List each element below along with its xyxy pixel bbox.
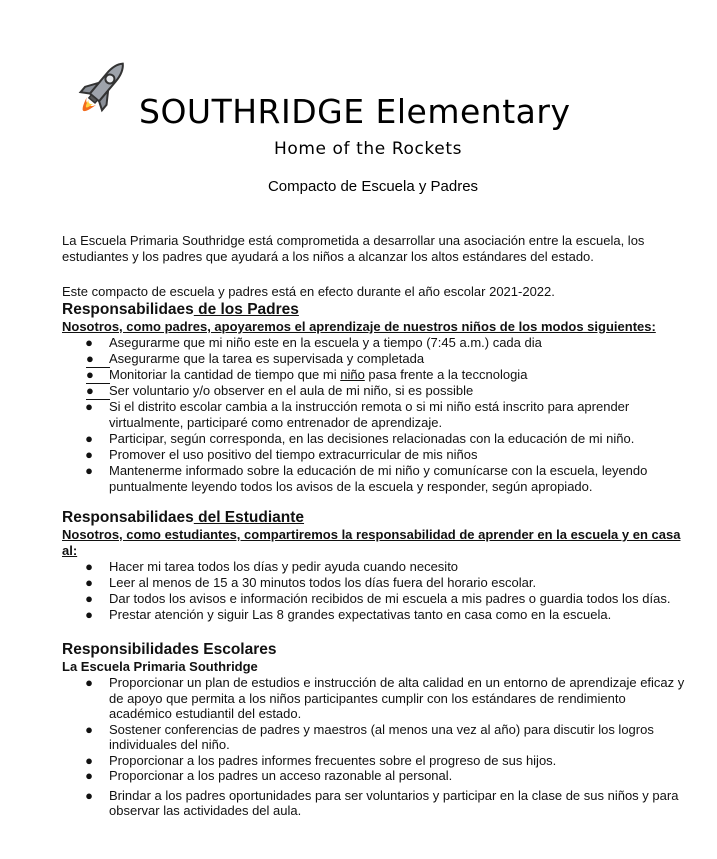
- bullet-icon: ●: [85, 447, 93, 462]
- list-item: ● Leer al menos de 15 a 30 minutos todos los días fuera del horario escolar.: [85, 575, 537, 590]
- list-item: ● Participar, según corresponda, en las decisiones relacionadas con la educación de mi niño.: [85, 431, 635, 446]
- parents-section: [62, 300, 687, 495]
- list-item: ● Promover el uso positivo del tiempo extracurricular de mis niños: [85, 447, 478, 462]
- student-section: [62, 508, 687, 623]
- bullet-icon: ●: [85, 399, 93, 414]
- bullet-icon: ●: [85, 559, 93, 574]
- bullet-icon: ●: [85, 721, 93, 737]
- list-item: ● Dar todos los avisos e información recibidos de mi escuela a mis padres o guardia todos los días.: [85, 591, 671, 606]
- document-title: Compacto de Escuela y Padres: [267, 178, 479, 195]
- bullet-icon: ●: [86, 351, 110, 368]
- list-item: ● Mantenerme informado sobre la educación de mi niño y comunícarse con la escuela, leyendo puntualmente leyendo todos los avisos de la escuela y responder, según apropiado.: [85, 463, 648, 494]
- list-item: ● Monitoriar la cantidad de tiempo que mi niño pasa frente a la teccnologia: [86, 367, 528, 382]
- bullet-icon: ●: [85, 675, 93, 690]
- school-heading: Responsibilidades Escolares: [62, 641, 277, 658]
- rocket-icon: [62, 55, 136, 129]
- parents-intro: Nosotros, como padres, apoyaremos el aprendizaje de nuestros niños de los modos siguientes:: [62, 319, 656, 334]
- student-heading: Responsabilidaes del Estudiante: [62, 509, 305, 526]
- list-item: ● Ser voluntario y/o observer en el aula de mi niño, si es possible: [86, 383, 474, 398]
- school-section: [62, 640, 687, 819]
- bullet-icon: ●: [85, 787, 93, 803]
- bullet-icon: ●: [85, 575, 93, 590]
- list-item: ● Asegurarme que la tarea es supervisada y completada: [86, 351, 425, 366]
- list-item: ● Sostener conferencias de padres y maestros (al menos una vez al año) para discutir los logros individuales del niño.: [85, 721, 654, 752]
- student-list: [62, 559, 687, 623]
- school-list: [62, 675, 687, 819]
- bullet-icon: ●: [85, 607, 93, 622]
- parents-list: [62, 335, 687, 495]
- list-item: ● Hacer mi tarea todos los días y pedir ayuda cuando necesito: [85, 559, 459, 574]
- bullet-icon: ●: [85, 431, 93, 446]
- list-item: ● Asegurarme que mi niño este en la escuela y a tiempo (7:45 a.m.) cada dia: [85, 335, 542, 350]
- student-intro: Nosotros, como estudiantes, compartiremos la responsabilidad de aprender en la escuela y en casa al:: [62, 527, 681, 558]
- list-item: ● Brindar a los padres oportunidades para ser voluntarios y participar en la clase de sus niños y para observar las actividades del aula.: [85, 787, 679, 818]
- list-item: ● Si el distrito escolar cambia a la instrucción remota o si mi niño está inscrito para aprender virtualmente, participaré como entrenador de aprendizaje.: [85, 399, 630, 430]
- school-intro: La Escuela Primaria Southridge: [62, 659, 258, 674]
- bullet-icon: ●: [85, 591, 93, 606]
- bullet-icon: ●: [85, 768, 93, 783]
- effective-year-text: Este compacto de escuela y padres está en efecto durante el año escolar 2021-2022.: [62, 284, 555, 299]
- parents-heading: Responsabilidaes de los Padres: [62, 301, 299, 318]
- list-item: ● Proporcionar a los padres informes frecuentes sobre el progreso de sus hijos.: [85, 752, 557, 768]
- bullet-icon: ●: [85, 752, 93, 768]
- bullet-icon: ●: [85, 463, 93, 478]
- list-item: ● Proporcionar un plan de estudios e instrucción de alta calidad en un entorno de aprendizaje eficaz y de apoyo que permita a los niños participantes cumplir con los estándares de rendimiento académico estudiantil del estado.: [85, 675, 685, 721]
- list-item: ● Prestar atención y siguir Las 8 grandes expectativas tanto en casa como en la escuela.: [85, 607, 612, 622]
- bullet-icon: ●: [86, 367, 110, 384]
- intro-paragraph: La Escuela Primaria Southridge está comprometida a desarrollar una asociación entre la escuela, los estudiantes y los padres que ayudará a los niños a alcanzar los altos estándares del estado.: [62, 233, 645, 264]
- list-item: ● Proporcionar a los padres un acceso razonable al personal.: [85, 768, 453, 783]
- school-tagline: Home of the Rockets: [273, 139, 463, 159]
- bullet-icon: ●: [86, 383, 110, 400]
- school-name: SOUTHRIDGE Elementary: [139, 92, 571, 131]
- bullet-icon: ●: [85, 335, 93, 350]
